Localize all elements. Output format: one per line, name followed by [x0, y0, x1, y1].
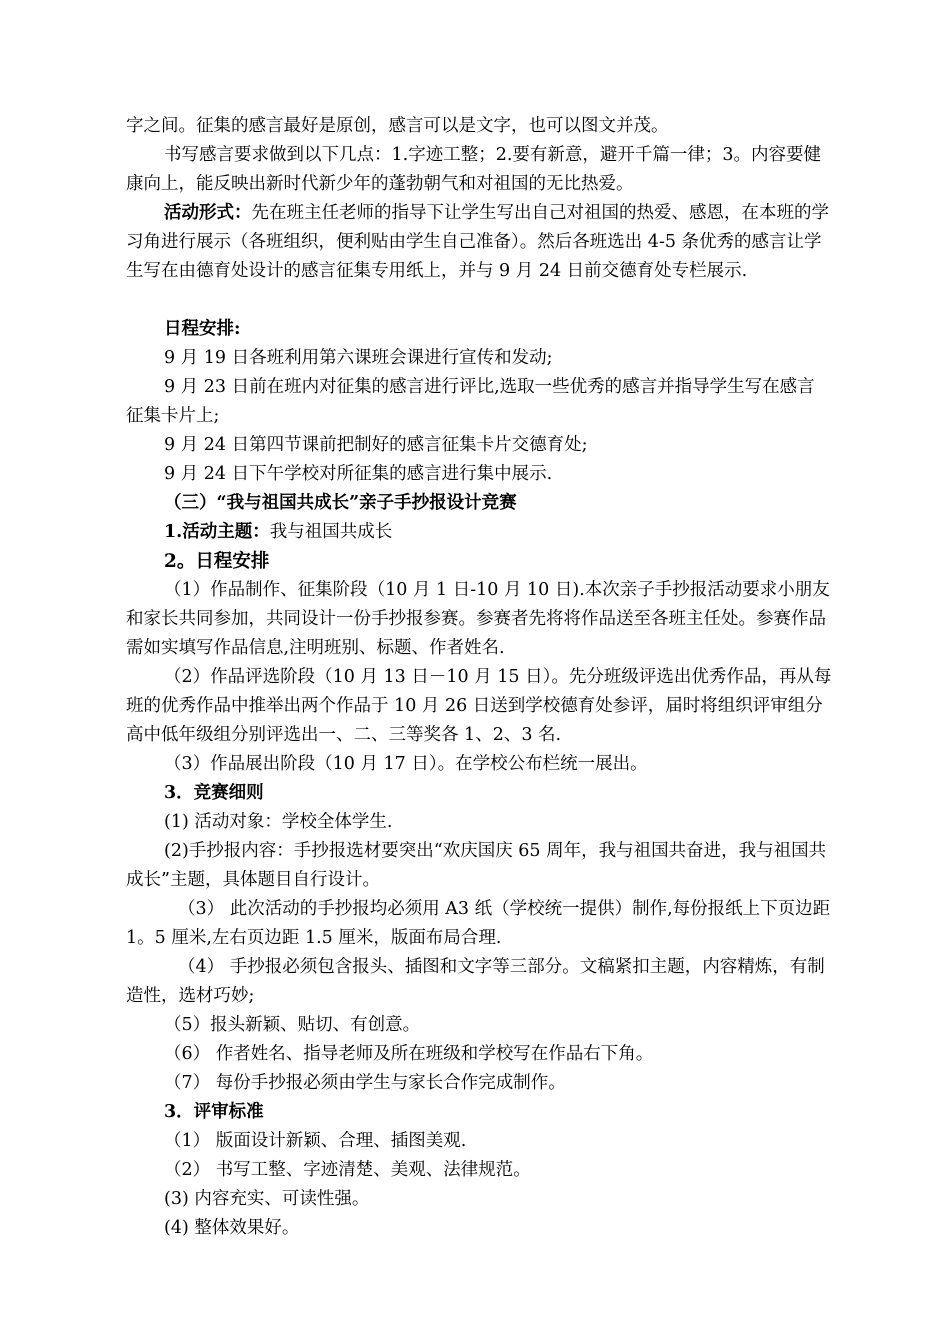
schedule-item-3: 9 月 24 日第四节课前把制好的感言征集卡片交德育处;: [164, 435, 588, 455]
heading-schedule: 日程安排:: [164, 319, 241, 339]
stage-1: （1）作品制作、征集阶段（10 月 1 日-10 月 10 日).本次亲子手抄报活动要求小朋友和家长共同参加，共同设计一份手抄报参赛。参赛者先将将作品送至各班主任处。参赛作品需如实填写作品信息,注明班别、标题、作者姓名.: [126, 580, 830, 658]
stage-3: （3）作品展出阶段（10 月 17 日）。在学校公布栏统一展出。: [164, 754, 648, 774]
text-activity-form: 先在班主任老师的指导下让学生写出自己对祖国的热爱、感恩，在本班的学习角进行展示（各班组织，便利贴由学生自己准备）。然后各班选出 4-5 条优秀的感言让学生写在由德育处设计的感言征集专用纸上，并与 9 月 24 日前交德育处专栏展示.: [126, 203, 829, 281]
paragraph-writing-requirements: 书写感言要求做到以下几点：1.字迹工整；2.要有新意，避开千篇一律；3。内容要健康向上，能反映出新时代新少年的蓬勃朝气和对祖国的无比热爱。: [126, 145, 822, 194]
stage-2: （2）作品评选阶段（10 月 13 日－10 月 15 日）。先分班级评选出优秀作品，再从每班的优秀作品中推举出两个作品于 10 月 26 日送到学校德育处参评，届时将组织评审组分高中低年级组分别评选出一、二、三等奖各 1、2、3 名.: [126, 667, 832, 745]
criteria-1: （1） 版面设计新颖、合理、插图美观.: [164, 1131, 467, 1151]
label-activity-form: 活动形式：: [164, 203, 252, 223]
schedule-item-4: 9 月 24 日下午学校对所征集的感言进行集中展示.: [164, 464, 553, 484]
text-theme: 我与祖国共成长: [269, 522, 393, 542]
heading-criteria: 3．评审标准: [164, 1102, 264, 1122]
heading-rules: 3．竞赛细则: [164, 783, 264, 803]
rule-2: (2)手抄报内容：手抄报选材要突出“欢庆国庆 65 周年，我与祖国共奋进，我与祖国共成长”主题，具体题目自行设计。: [126, 841, 827, 890]
section-heading-3: （三）“我与祖国共成长”亲子手抄报设计竞赛: [164, 493, 517, 513]
label-theme: 1.活动主题：: [164, 522, 270, 542]
rule-1: (1) 活动对象：学校全体学生.: [164, 812, 393, 832]
paragraph-theme: [126, 518, 832, 547]
schedule-item-1: 9 月 19 日各班利用第六课班会课进行宣传和发动;: [164, 348, 553, 368]
schedule-item-2: 9 月 23 日前在班内对征集的感言进行评比,选取一些优秀的感言并指导学生写在感言征集卡片上;: [126, 377, 815, 426]
criteria-3: (3) 内容充实、可读性强。: [164, 1189, 370, 1209]
rule-7: （7） 每份手抄报必须由学生与家长合作完成制作。: [164, 1073, 566, 1093]
rule-4: （4） 手抄报必须包含报头、插图和文字等三部分。文稿紧扣主题，内容精炼，有制造性，选材巧妙;: [126, 957, 825, 1006]
rule-3: （3） 此次活动的手抄报均必须用 A3 纸（学校统一提供）制作,每份报纸上下页边距 1。5 厘米,左右页边距 1.5 厘米，版面布局合理.: [126, 899, 831, 948]
paragraph-intro-end: 字之间。征集的感言最好是原创，感言可以是文字，也可以图文并茂。: [126, 116, 669, 136]
criteria-2: （2） 书写工整、字迹清楚、美观、法律规范。: [164, 1160, 531, 1180]
heading-schedule-2: 2。日程安排: [164, 551, 270, 572]
rule-6: （6） 作者姓名、指导老师及所在班级和学校写在作品右下角。: [164, 1044, 654, 1064]
rule-5: （5）报头新颖、贴切、有创意。: [164, 1015, 421, 1035]
paragraph-activity-form: [126, 199, 832, 286]
criteria-4: (4) 整体效果好。: [164, 1218, 300, 1238]
